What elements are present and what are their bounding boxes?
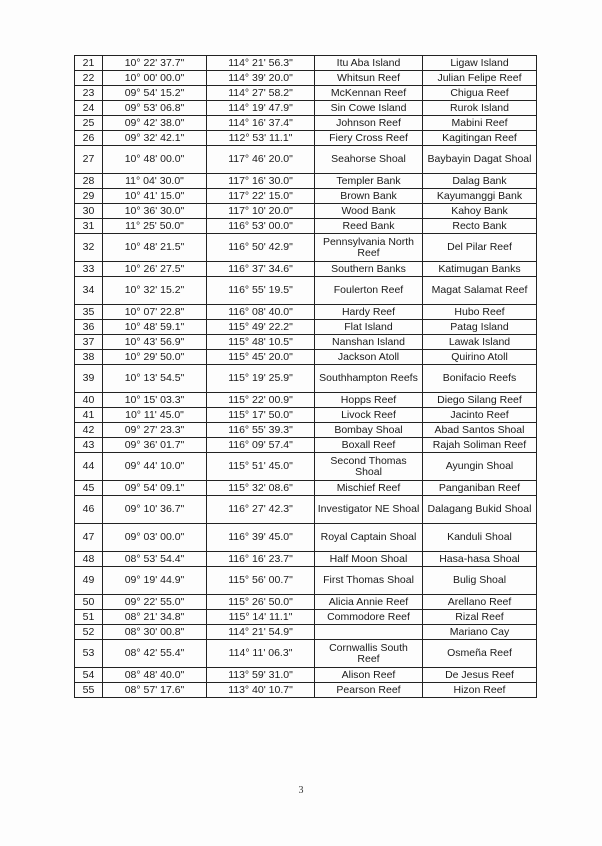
longitude-cell: 116° 39' 45.0" — [207, 524, 315, 552]
latitude-cell: 09° 27' 23.3" — [103, 423, 207, 438]
local-name-cell: Panganiban Reef — [423, 481, 537, 496]
latitude-cell: 10° 48' 59.1" — [103, 320, 207, 335]
longitude-cell: 116° 27' 42.3" — [207, 496, 315, 524]
local-name-cell: Ligaw Island — [423, 56, 537, 71]
table-row — [75, 496, 537, 524]
row-number-cell: 42 — [75, 423, 103, 438]
local-name-cell: Rajah Soliman Reef — [423, 438, 537, 453]
table-row — [75, 524, 537, 552]
feature-name-cell: Second Thomas Shoal — [315, 453, 423, 481]
table-row — [75, 683, 537, 698]
row-number-cell: 38 — [75, 350, 103, 365]
table-row — [75, 204, 537, 219]
longitude-cell: 116° 53' 00.0" — [207, 219, 315, 234]
feature-name-cell: Whitsun Reef — [315, 71, 423, 86]
table-row — [75, 262, 537, 277]
local-name-cell: Recto Bank — [423, 219, 537, 234]
latitude-cell: 10° 15' 03.3" — [103, 393, 207, 408]
feature-name-cell: Mischief Reef — [315, 481, 423, 496]
feature-name-cell: Seahorse Shoal — [315, 146, 423, 174]
row-number-cell: 37 — [75, 335, 103, 350]
row-number-cell: 26 — [75, 131, 103, 146]
table-row — [75, 320, 537, 335]
table-row — [75, 408, 537, 423]
row-number-cell: 30 — [75, 204, 103, 219]
row-number-cell: 49 — [75, 567, 103, 595]
feature-name-cell: Johnson Reef — [315, 116, 423, 131]
longitude-cell: 115° 19' 25.9" — [207, 365, 315, 393]
longitude-cell: 116° 55' 19.5" — [207, 277, 315, 305]
longitude-cell: 114° 11' 06.3" — [207, 640, 315, 668]
feature-name-cell: First Thomas Shoal — [315, 567, 423, 595]
table-row — [75, 146, 537, 174]
row-number-cell: 41 — [75, 408, 103, 423]
latitude-cell: 10° 48' 21.5" — [103, 234, 207, 262]
latitude-cell: 10° 00' 00.0" — [103, 71, 207, 86]
latitude-cell: 08° 30' 00.8" — [103, 625, 207, 640]
table-row — [75, 438, 537, 453]
local-name-cell: Kahoy Bank — [423, 204, 537, 219]
feature-name-cell: Alicia Annie Reef — [315, 595, 423, 610]
latitude-cell: 10° 43' 56.9" — [103, 335, 207, 350]
longitude-cell: 114° 16' 37.4" — [207, 116, 315, 131]
longitude-cell: 115° 48' 10.5" — [207, 335, 315, 350]
row-number-cell: 21 — [75, 56, 103, 71]
row-number-cell: 43 — [75, 438, 103, 453]
latitude-cell: 10° 32' 15.2" — [103, 277, 207, 305]
longitude-cell: 116° 09' 57.4" — [207, 438, 315, 453]
feature-name-cell: Alison Reef — [315, 668, 423, 683]
feature-name-cell: Southern Banks — [315, 262, 423, 277]
feature-name-cell: Livock Reef — [315, 408, 423, 423]
coordinates-table — [74, 55, 537, 698]
table-row — [75, 234, 537, 262]
local-name-cell: Katimugan Banks — [423, 262, 537, 277]
row-number-cell: 23 — [75, 86, 103, 101]
feature-name-cell: Cornwallis South Reef — [315, 640, 423, 668]
local-name-cell: Baybayin Dagat Shoal — [423, 146, 537, 174]
row-number-cell: 55 — [75, 683, 103, 698]
local-name-cell: Quirino Atoll — [423, 350, 537, 365]
local-name-cell: Mariano Cay — [423, 625, 537, 640]
table-row — [75, 86, 537, 101]
latitude-cell: 09° 32' 42.1" — [103, 131, 207, 146]
table-row — [75, 71, 537, 86]
longitude-cell: 114° 21' 56.3" — [207, 56, 315, 71]
row-number-cell: 32 — [75, 234, 103, 262]
local-name-cell: Kagitingan Reef — [423, 131, 537, 146]
row-number-cell: 27 — [75, 146, 103, 174]
row-number-cell: 34 — [75, 277, 103, 305]
latitude-cell: 08° 21' 34.8" — [103, 610, 207, 625]
table-body — [75, 56, 537, 698]
feature-name-cell: McKennan Reef — [315, 86, 423, 101]
latitude-cell: 09° 44' 10.0" — [103, 453, 207, 481]
table-row — [75, 350, 537, 365]
row-number-cell: 44 — [75, 453, 103, 481]
local-name-cell: Hasa-hasa Shoal — [423, 552, 537, 567]
latitude-cell: 09° 19' 44.9" — [103, 567, 207, 595]
feature-name-cell — [315, 625, 423, 640]
local-name-cell: Magat Salamat Reef — [423, 277, 537, 305]
row-number-cell: 36 — [75, 320, 103, 335]
longitude-cell: 116° 08' 40.0" — [207, 305, 315, 320]
row-number-cell: 48 — [75, 552, 103, 567]
table-row — [75, 393, 537, 408]
table-row — [75, 481, 537, 496]
longitude-cell: 117° 22' 15.0" — [207, 189, 315, 204]
local-name-cell: Hizon Reef — [423, 683, 537, 698]
local-name-cell: Kayumanggi Bank — [423, 189, 537, 204]
feature-name-cell: Pennsylvania North Reef — [315, 234, 423, 262]
latitude-cell: 09° 54' 15.2" — [103, 86, 207, 101]
longitude-cell: 115° 22' 00.9" — [207, 393, 315, 408]
row-number-cell: 33 — [75, 262, 103, 277]
table-row — [75, 56, 537, 71]
latitude-cell: 09° 54' 09.1" — [103, 481, 207, 496]
feature-name-cell: Wood Bank — [315, 204, 423, 219]
latitude-cell: 11° 04' 30.0" — [103, 174, 207, 189]
longitude-cell: 115° 45' 20.0" — [207, 350, 315, 365]
table-row — [75, 610, 537, 625]
table-row — [75, 219, 537, 234]
row-number-cell: 22 — [75, 71, 103, 86]
table-row — [75, 189, 537, 204]
local-name-cell: Dalag Bank — [423, 174, 537, 189]
row-number-cell: 25 — [75, 116, 103, 131]
row-number-cell: 39 — [75, 365, 103, 393]
table-row — [75, 101, 537, 116]
local-name-cell: Ayungin Shoal — [423, 453, 537, 481]
local-name-cell: Dalagang Bukid Shoal — [423, 496, 537, 524]
latitude-cell: 08° 53' 54.4" — [103, 552, 207, 567]
table-row — [75, 131, 537, 146]
feature-name-cell: Fiery Cross Reef — [315, 131, 423, 146]
feature-name-cell: Royal Captain Shoal — [315, 524, 423, 552]
longitude-cell: 115° 14' 11.1" — [207, 610, 315, 625]
latitude-cell: 09° 42' 38.0" — [103, 116, 207, 131]
local-name-cell: Osmeña Reef — [423, 640, 537, 668]
row-number-cell: 29 — [75, 189, 103, 204]
table-row — [75, 552, 537, 567]
local-name-cell: Jacinto Reef — [423, 408, 537, 423]
latitude-cell: 10° 48' 00.0" — [103, 146, 207, 174]
table-row — [75, 595, 537, 610]
longitude-cell: 116° 37' 34.6" — [207, 262, 315, 277]
latitude-cell: 10° 11' 45.0" — [103, 408, 207, 423]
longitude-cell: 116° 55' 39.3" — [207, 423, 315, 438]
page-number: 3 — [298, 785, 304, 796]
row-number-cell: 31 — [75, 219, 103, 234]
longitude-cell: 117° 10' 20.0" — [207, 204, 315, 219]
longitude-cell: 112° 53' 11.1" — [207, 131, 315, 146]
feature-name-cell: Flat Island — [315, 320, 423, 335]
table-row — [75, 453, 537, 481]
longitude-cell: 115° 49' 22.2" — [207, 320, 315, 335]
feature-name-cell: Reed Bank — [315, 219, 423, 234]
row-number-cell: 52 — [75, 625, 103, 640]
longitude-cell: 117° 16' 30.0" — [207, 174, 315, 189]
latitude-cell: 09° 03' 00.0" — [103, 524, 207, 552]
local-name-cell: Del Pilar Reef — [423, 234, 537, 262]
feature-name-cell: Commodore Reef — [315, 610, 423, 625]
feature-name-cell: Half Moon Shoal — [315, 552, 423, 567]
local-name-cell: De Jesus Reef — [423, 668, 537, 683]
latitude-cell: 11° 25' 50.0" — [103, 219, 207, 234]
feature-name-cell: Brown Bank — [315, 189, 423, 204]
latitude-cell: 10° 36' 30.0" — [103, 204, 207, 219]
longitude-cell: 113° 40' 10.7" — [207, 683, 315, 698]
feature-name-cell: Foulerton Reef — [315, 277, 423, 305]
feature-name-cell: Jackson Atoll — [315, 350, 423, 365]
longitude-cell: 114° 39' 20.0" — [207, 71, 315, 86]
row-number-cell: 35 — [75, 305, 103, 320]
row-number-cell: 28 — [75, 174, 103, 189]
local-name-cell: Hubo Reef — [423, 305, 537, 320]
local-name-cell: Julian Felipe Reef — [423, 71, 537, 86]
latitude-cell: 10° 29' 50.0" — [103, 350, 207, 365]
latitude-cell: 10° 07' 22.8" — [103, 305, 207, 320]
feature-name-cell: Boxall Reef — [315, 438, 423, 453]
longitude-cell: 116° 50' 42.9" — [207, 234, 315, 262]
latitude-cell: 09° 22' 55.0" — [103, 595, 207, 610]
local-name-cell: Arellano Reef — [423, 595, 537, 610]
latitude-cell: 09° 10' 36.7" — [103, 496, 207, 524]
local-name-cell: Patag Island — [423, 320, 537, 335]
latitude-cell: 08° 48' 40.0" — [103, 668, 207, 683]
table-row — [75, 174, 537, 189]
row-number-cell: 40 — [75, 393, 103, 408]
longitude-cell: 114° 27' 58.2" — [207, 86, 315, 101]
table-row — [75, 668, 537, 683]
local-name-cell: Bonifacio Reefs — [423, 365, 537, 393]
local-name-cell: Diego Silang Reef — [423, 393, 537, 408]
longitude-cell: 115° 56' 00.7" — [207, 567, 315, 595]
latitude-cell: 10° 26' 27.5" — [103, 262, 207, 277]
table-row — [75, 567, 537, 595]
latitude-cell: 10° 22' 37.7" — [103, 56, 207, 71]
row-number-cell: 51 — [75, 610, 103, 625]
table-row — [75, 625, 537, 640]
local-name-cell: Mabini Reef — [423, 116, 537, 131]
feature-name-cell: Investigator NE Shoal — [315, 496, 423, 524]
latitude-cell: 10° 13' 54.5" — [103, 365, 207, 393]
longitude-cell: 115° 26' 50.0" — [207, 595, 315, 610]
row-number-cell: 47 — [75, 524, 103, 552]
latitude-cell: 08° 57' 17.6" — [103, 683, 207, 698]
feature-name-cell: Templer Bank — [315, 174, 423, 189]
feature-name-cell: Nanshan Island — [315, 335, 423, 350]
local-name-cell: Rurok Island — [423, 101, 537, 116]
latitude-cell: 09° 36' 01.7" — [103, 438, 207, 453]
table-row — [75, 640, 537, 668]
longitude-cell: 114° 19' 47.9" — [207, 101, 315, 116]
feature-name-cell: Hopps Reef — [315, 393, 423, 408]
longitude-cell: 116° 16' 23.7" — [207, 552, 315, 567]
feature-name-cell: Hardy Reef — [315, 305, 423, 320]
latitude-cell: 10° 41' 15.0" — [103, 189, 207, 204]
longitude-cell: 117° 46' 20.0" — [207, 146, 315, 174]
feature-name-cell: Sin Cowe Island — [315, 101, 423, 116]
row-number-cell: 53 — [75, 640, 103, 668]
latitude-cell: 09° 53' 06.8" — [103, 101, 207, 116]
local-name-cell: Chigua Reef — [423, 86, 537, 101]
row-number-cell: 45 — [75, 481, 103, 496]
longitude-cell: 115° 51' 45.0" — [207, 453, 315, 481]
feature-name-cell: Bombay Shoal — [315, 423, 423, 438]
table-row — [75, 365, 537, 393]
longitude-cell: 115° 32' 08.6" — [207, 481, 315, 496]
local-name-cell: Rizal Reef — [423, 610, 537, 625]
table-row — [75, 423, 537, 438]
table-row — [75, 335, 537, 350]
table-row — [75, 116, 537, 131]
longitude-cell: 114° 21' 54.9" — [207, 625, 315, 640]
local-name-cell: Kanduli Shoal — [423, 524, 537, 552]
row-number-cell: 24 — [75, 101, 103, 116]
row-number-cell: 46 — [75, 496, 103, 524]
row-number-cell: 50 — [75, 595, 103, 610]
longitude-cell: 115° 17' 50.0" — [207, 408, 315, 423]
feature-name-cell: Pearson Reef — [315, 683, 423, 698]
feature-name-cell: Southhampton Reefs — [315, 365, 423, 393]
local-name-cell: Abad Santos Shoal — [423, 423, 537, 438]
latitude-cell: 08° 42' 55.4" — [103, 640, 207, 668]
local-name-cell: Lawak Island — [423, 335, 537, 350]
local-name-cell: Bulig Shoal — [423, 567, 537, 595]
row-number-cell: 54 — [75, 668, 103, 683]
table-row — [75, 305, 537, 320]
longitude-cell: 113° 59' 31.0" — [207, 668, 315, 683]
table-row — [75, 277, 537, 305]
feature-name-cell: Itu Aba Island — [315, 56, 423, 71]
